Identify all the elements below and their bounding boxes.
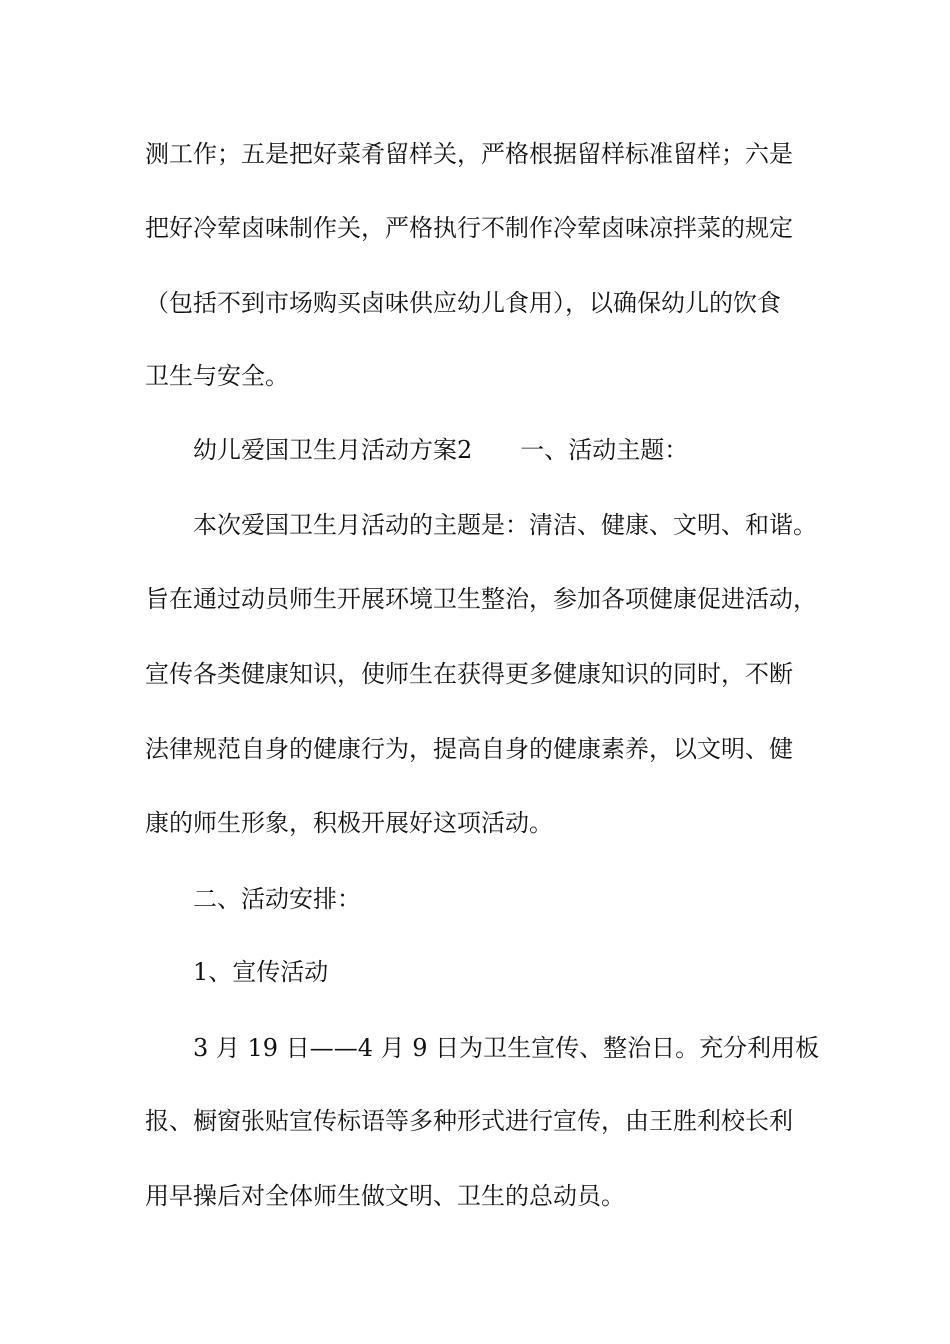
- text-line: 本次爱国卫生月活动的主题是：清洁、健康、文明、和谐。: [193, 511, 817, 539]
- text-line: （包括不到市场购买卤味供应幼儿食用），以确保幼儿的饮食: [145, 289, 781, 317]
- text-line: 法律规范自身的健康行为，提高自身的健康素养，以文明、健: [145, 735, 793, 763]
- text-line: 宣传各类健康知识，使师生在获得更多健康知识的同时，不断: [145, 660, 793, 688]
- section-heading: 幼儿爱国卫生月活动方案2 一、活动主题：: [193, 436, 689, 464]
- text-line: 用早操后对全体师生做文明、卫生的总动员。: [145, 1182, 625, 1210]
- text-line: 旨在通过动员师生开展环境卫生整治，参加各项健康促进活动，: [145, 585, 817, 613]
- text-line: 测工作；五是把好菜肴留样关，严格根据留样标准留样；六是: [145, 140, 793, 168]
- subsection-heading: 1、宣传活动: [193, 958, 329, 986]
- text-line: 康的师生形象，积极开展好这项活动。: [145, 809, 553, 837]
- text-line: 报、橱窗张贴宣传标语等多种形式进行宣传，由王胜利校长利: [145, 1107, 793, 1135]
- section-heading: 二、活动安排：: [193, 885, 361, 913]
- text-line: 把好冷荤卤味制作关，严格执行不制作冷荤卤味凉拌菜的规定: [145, 214, 793, 242]
- text-line: 3 月 19 日——4 月 9 日为卫生宣传、整治日。充分利用板: [193, 1034, 820, 1062]
- text-line: 卫生与安全。: [145, 362, 289, 390]
